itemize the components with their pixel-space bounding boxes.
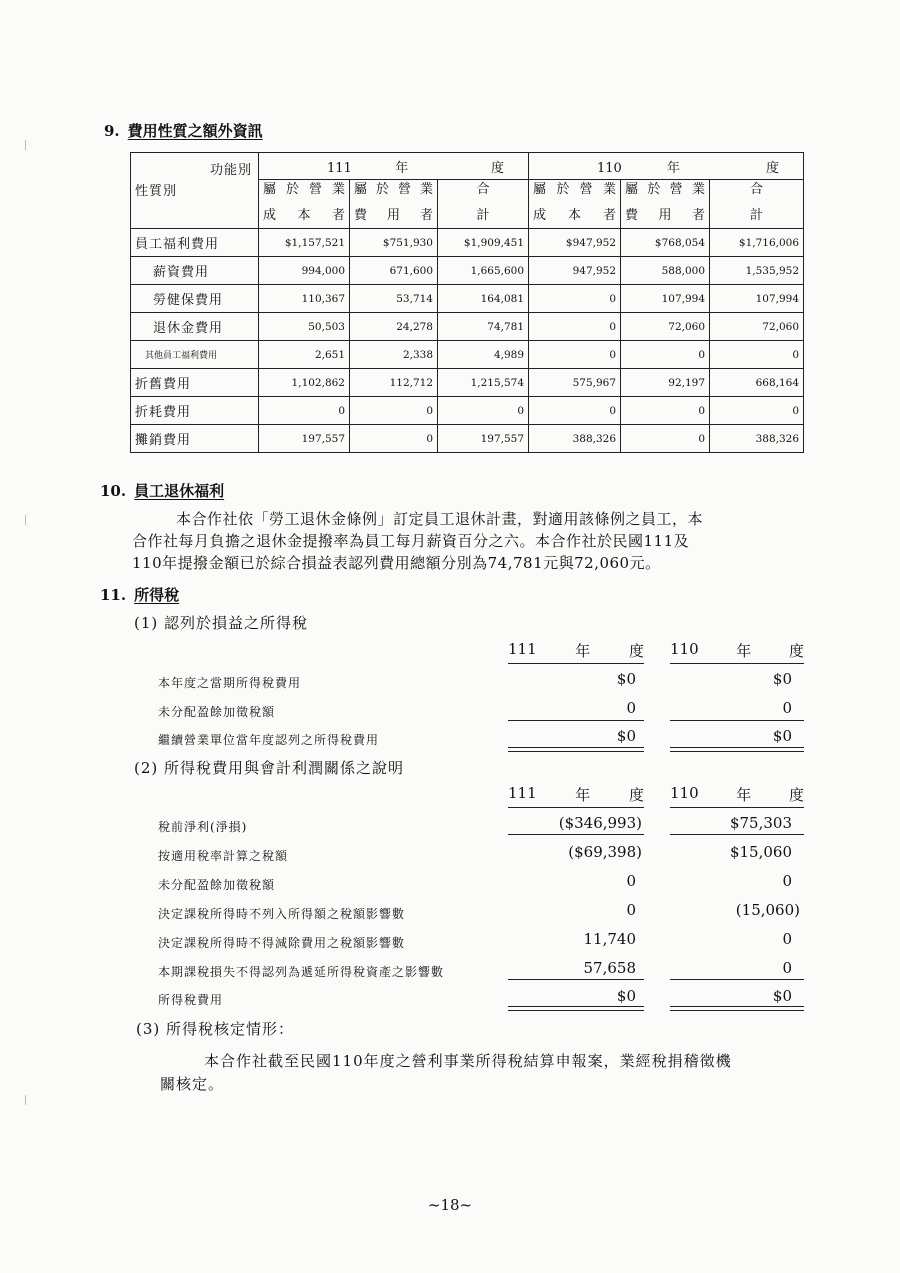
- sub1-row-value-110: $0: [772, 670, 792, 688]
- section-10-line-2: 合作社每月負擔之退休金提撥率為員工每月薪資百分之六。本合作社於民國111及: [132, 532, 690, 550]
- sub2-row-value-110: 0: [782, 959, 792, 977]
- subsection-2-title: (2) 所得稅費用與會計利潤關係之說明: [134, 759, 405, 777]
- sub2-row-value-111: ($69,398): [568, 843, 642, 861]
- sub2-row-label: 未分配盈餘加徵稅額: [158, 878, 276, 892]
- table-row: 折舊費用 1,102,862 112,712 1,215,574 575,967 92,197 668,164: [131, 369, 804, 397]
- section-11-heading: [100, 584, 179, 605]
- col-op-exp-111: 屬於營業 費 用 者: [350, 180, 438, 229]
- sub2-row-value-111: 0: [626, 901, 636, 919]
- section-title: 所得稅: [134, 586, 180, 604]
- subtotal-rule: [670, 720, 804, 721]
- sub1-row-label: 本年度之當期所得稅費用: [158, 676, 302, 690]
- year-111-header: 111 年 度: [259, 153, 529, 180]
- sub2-row-value-110: $0: [772, 987, 792, 1005]
- sub2-row-label: 本期課稅損失不得認列為遞延所得稅資產之影響數: [158, 965, 445, 979]
- table-row: 退休金費用 50,503 24,278 74,781 0 72,060 72,060: [131, 313, 804, 341]
- sub2-row-value-111: 57,658: [583, 959, 636, 977]
- section-10-line-3: 110年提撥金額已於綜合損益表認列費用總額分別為74,781元與72,060元。: [132, 554, 661, 572]
- col-op-exp-110: 屬於營業 費 用 者: [621, 180, 710, 229]
- total-double-rule: [670, 747, 804, 752]
- corner-cell: [131, 153, 259, 229]
- sub1-row-value-110: 0: [782, 699, 792, 717]
- section-title: 費用性質之額外資訊: [127, 122, 263, 140]
- subtotal-rule: [670, 834, 804, 835]
- total-double-rule: [508, 1006, 644, 1011]
- sub2-row-value-110: 0: [782, 930, 792, 948]
- sub2-row-label: 決定課稅所得時不列入所得額之稅額影響數: [158, 907, 406, 921]
- sub2-row-value-111: 0: [626, 872, 636, 890]
- section-number: 11.: [100, 586, 127, 604]
- sub2-row-label: 按適用稅率計算之稅額: [158, 849, 289, 863]
- section-10-heading: [100, 480, 224, 501]
- scan-mark: [25, 140, 26, 150]
- sub1-year-110-header: 110 年 度: [670, 640, 804, 664]
- sub2-row-value-110: (15,060): [735, 901, 800, 919]
- section-number: 10.: [100, 482, 127, 500]
- subtotal-rule: [670, 979, 804, 980]
- subtotal-rule: [508, 720, 644, 721]
- sub1-year-111-header: 111 年 度: [508, 640, 644, 664]
- col-total-110: 合 計: [710, 180, 804, 229]
- table-row: 攤銷費用 197,557 0 197,557 388,326 0 388,326: [131, 425, 804, 453]
- table-row: 其他員工福利費用 2,651 2,338 4,989 0 0 0: [131, 341, 804, 369]
- scan-mark: [25, 515, 26, 525]
- sub2-row-label: 決定課稅所得時不得減除費用之稅額影響數: [158, 936, 406, 950]
- sub1-row-value-111: 0: [626, 699, 636, 717]
- sub1-row-value-110: $0: [772, 727, 792, 745]
- table-row: 折耗費用 0 0 0 0 0 0: [131, 397, 804, 425]
- sub1-row-value-111: $0: [616, 670, 636, 688]
- nature-label: 性質別: [135, 184, 178, 199]
- sub2-row-label: 稅前淨利(淨損): [158, 820, 248, 834]
- year-110-header: 110 年 度: [529, 153, 804, 180]
- table-row: 薪資費用 994,000 671,600 1,665,600 947,952 588,000 1,535,952: [131, 257, 804, 285]
- sub2-year-110-header: 110 年 度: [670, 784, 804, 808]
- section-9-heading: [104, 120, 263, 141]
- expense-nature-table: [130, 152, 804, 453]
- col-op-cost-111: 屬於營業 成 本 者: [259, 180, 350, 229]
- subsection-3-line-1: 本合作社截至民國110年度之營利事業所得稅結算申報案，業經稅捐稽徵機: [204, 1052, 732, 1070]
- sub1-row-label: 未分配盈餘加徵稅額: [158, 705, 276, 719]
- total-double-rule: [670, 1006, 804, 1011]
- sub2-row-value-111: ($346,993): [558, 814, 642, 832]
- total-double-rule: [508, 747, 644, 752]
- function-label: 功能別: [209, 163, 252, 178]
- subsection-1-title: (1) 認列於損益之所得稅: [134, 614, 309, 632]
- sub2-row-value-110: 0: [782, 872, 792, 890]
- section-title: 員工退休福利: [134, 482, 225, 500]
- section-number: 9.: [104, 122, 120, 140]
- sub1-row-label: 繼續營業單位當年度認列之所得稅費用: [158, 733, 380, 747]
- sub2-row-value-111: $0: [616, 987, 636, 1005]
- sub2-row-value-110: $75,303: [729, 814, 792, 832]
- sub2-row-value-110: $15,060: [729, 843, 792, 861]
- col-total-111: 合 計: [438, 180, 529, 229]
- sub2-row-label: 所得稅費用: [158, 993, 224, 1007]
- subtotal-rule: [508, 979, 644, 980]
- table-row: 勞健保費用 110,367 53,714 164,081 0 107,994 107,994: [131, 285, 804, 313]
- subtotal-rule: [508, 834, 644, 835]
- page-number: ~18~: [427, 1196, 473, 1214]
- subsection-3-line-2: 關核定。: [160, 1075, 225, 1093]
- sub2-year-111-header: 111 年 度: [508, 784, 644, 808]
- sub2-row-value-111: 11,740: [583, 930, 636, 948]
- scan-mark: [25, 1095, 26, 1105]
- col-op-cost-110: 屬於營業 成 本 者: [529, 180, 621, 229]
- table-header-row: [131, 153, 804, 180]
- table-row: 員工福利費用 $1,157,521 $751,930 $1,909,451 $947,952 $768,054 $1,716,006: [131, 229, 804, 257]
- sub1-row-value-111: $0: [616, 727, 636, 745]
- section-10-line-1: 本合作社依「勞工退休金條例」訂定員工退休計畫，對適用該條例之員工，本: [176, 510, 704, 528]
- subsection-3-title: (3) 所得稅核定情形：: [136, 1020, 295, 1038]
